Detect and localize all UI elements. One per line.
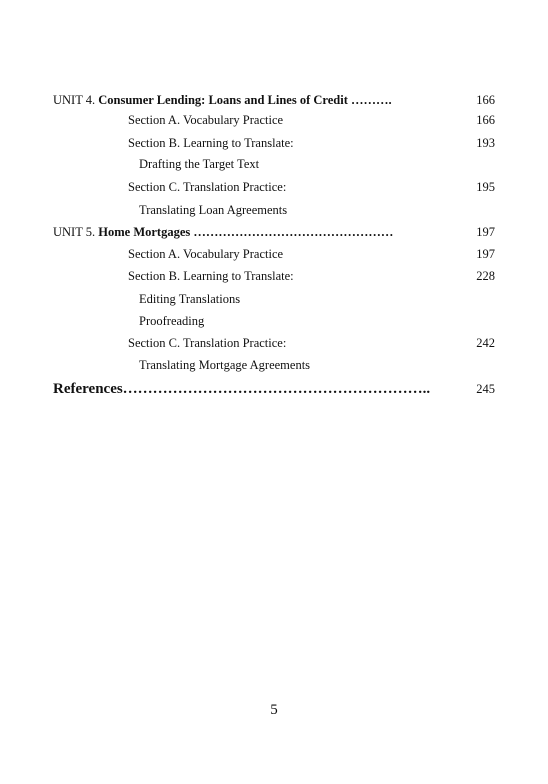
toc-entry-unit4-section-b-sub1 bbox=[0, 153, 548, 175]
toc-entry-unit5 bbox=[0, 221, 548, 243]
references-title: References…………………………………………………….. bbox=[53, 381, 431, 397]
unit5-section-b-label: Section B. Learning to Translate: bbox=[128, 269, 294, 283]
toc-entry-unit4-text bbox=[53, 89, 392, 111]
unit4-section-c-label: Section C. Translation Practice: bbox=[128, 180, 287, 194]
unit4-section-c-sub1-label: Translating Loan Agreements bbox=[139, 203, 288, 217]
unit5-section-b-page: 228 bbox=[476, 269, 495, 283]
unit5-section-b-sub1-label: Editing Translations bbox=[139, 292, 241, 306]
toc-entry-unit4-section-c-sub1 bbox=[0, 199, 548, 221]
toc-entry-unit5-section-b-sub2 bbox=[0, 310, 548, 332]
toc-entry-unit5-section-a bbox=[0, 243, 548, 265]
unit4-prefix: UNIT 4. bbox=[53, 93, 96, 107]
toc-entry-unit5-section-c bbox=[0, 332, 548, 354]
toc-entry-references bbox=[0, 378, 548, 400]
toc-entry-unit5-section-c-sub1 bbox=[0, 354, 548, 376]
unit4-page: 166 bbox=[476, 93, 495, 107]
unit4-title: Consumer Lending: Loans and Lines of Credit ………. bbox=[98, 93, 392, 107]
unit4-section-b-label: Section B. Learning to Translate: bbox=[128, 136, 294, 150]
unit5-title: Home Mortgages ………………………………………… bbox=[98, 225, 394, 239]
unit4-section-c-page: 195 bbox=[476, 180, 495, 194]
toc-entry-unit4-section-b bbox=[0, 132, 548, 154]
toc-entry-unit5-section-b bbox=[0, 265, 548, 287]
unit5-section-c-sub1-label: Translating Mortgage Agreements bbox=[139, 358, 311, 372]
toc-entry-unit5-text bbox=[53, 221, 393, 243]
unit4-section-b-sub1-label: Drafting the Target Text bbox=[139, 157, 260, 171]
unit4-section-a-page: 166 bbox=[476, 113, 495, 127]
unit5-page: 197 bbox=[476, 225, 495, 239]
toc-entry-unit5-section-b-sub1 bbox=[0, 288, 548, 310]
footer-page-number: 5 bbox=[270, 702, 278, 718]
toc-entry-unit4-section-c bbox=[0, 176, 548, 198]
unit4-section-b-page: 193 bbox=[476, 136, 495, 150]
unit5-section-a-page: 197 bbox=[476, 247, 495, 261]
references-page: 245 bbox=[476, 382, 495, 396]
unit4-section-a-label: Section A. Vocabulary Practice bbox=[128, 113, 284, 127]
unit5-section-c-label: Section C. Translation Practice: bbox=[128, 336, 287, 350]
unit5-prefix: UNIT 5. bbox=[53, 225, 96, 239]
unit5-section-c-page: 242 bbox=[476, 336, 495, 350]
unit5-section-a-label: Section A. Vocabulary Practice bbox=[128, 247, 284, 261]
toc-entry-unit4 bbox=[0, 89, 548, 111]
toc-entry-unit4-section-a bbox=[0, 109, 548, 131]
unit5-section-b-sub2-label: Proofreading bbox=[139, 314, 205, 328]
